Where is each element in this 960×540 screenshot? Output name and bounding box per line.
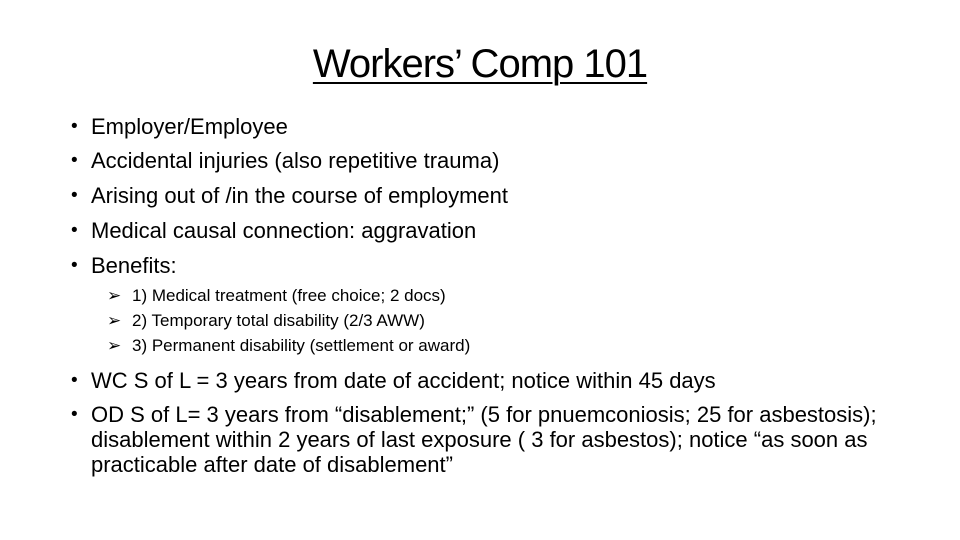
sub-bullet-text: 2) Temporary total disability (2/3 AWW)	[132, 311, 425, 330]
bullet-item: • Arising out of /in the course of employment	[91, 183, 508, 209]
slide-title: Workers’ Comp 101	[312, 42, 648, 86]
sub-bullet-text: 3) Permanent disability (settlement or award)	[132, 336, 471, 355]
sub-bullet-item	[107, 285, 446, 307]
sub-bullet-item	[107, 335, 471, 357]
sub-bullet-text: 1) Medical treatment (free choice; 2 docs)	[132, 286, 446, 305]
bullet-item: • Employer/Employee	[91, 114, 288, 140]
bullet-item: • WC S of L = 3 years from date of accident; notice within 45 days	[91, 368, 716, 394]
arrow-bullet-icon: ➢	[107, 286, 122, 305]
arrow-bullet-icon: ➢	[107, 336, 122, 355]
bullet-item: • Benefits:	[91, 253, 177, 279]
bullet-item: • OD S of L= 3 years from “disablement;” (5 for pnuemconiosis; 25 for asbestosis); disablement within 2 years of last exposure ( 3 for asbestos); notice “as soon as practicable after date of disablement”	[91, 402, 891, 477]
arrow-bullet-icon: ➢	[107, 311, 122, 330]
bullet-item: • Medical causal connection: aggravation	[91, 218, 476, 244]
sub-bullet-item	[107, 310, 425, 332]
bullet-item: • Accidental injuries (also repetitive trauma)	[91, 148, 499, 174]
